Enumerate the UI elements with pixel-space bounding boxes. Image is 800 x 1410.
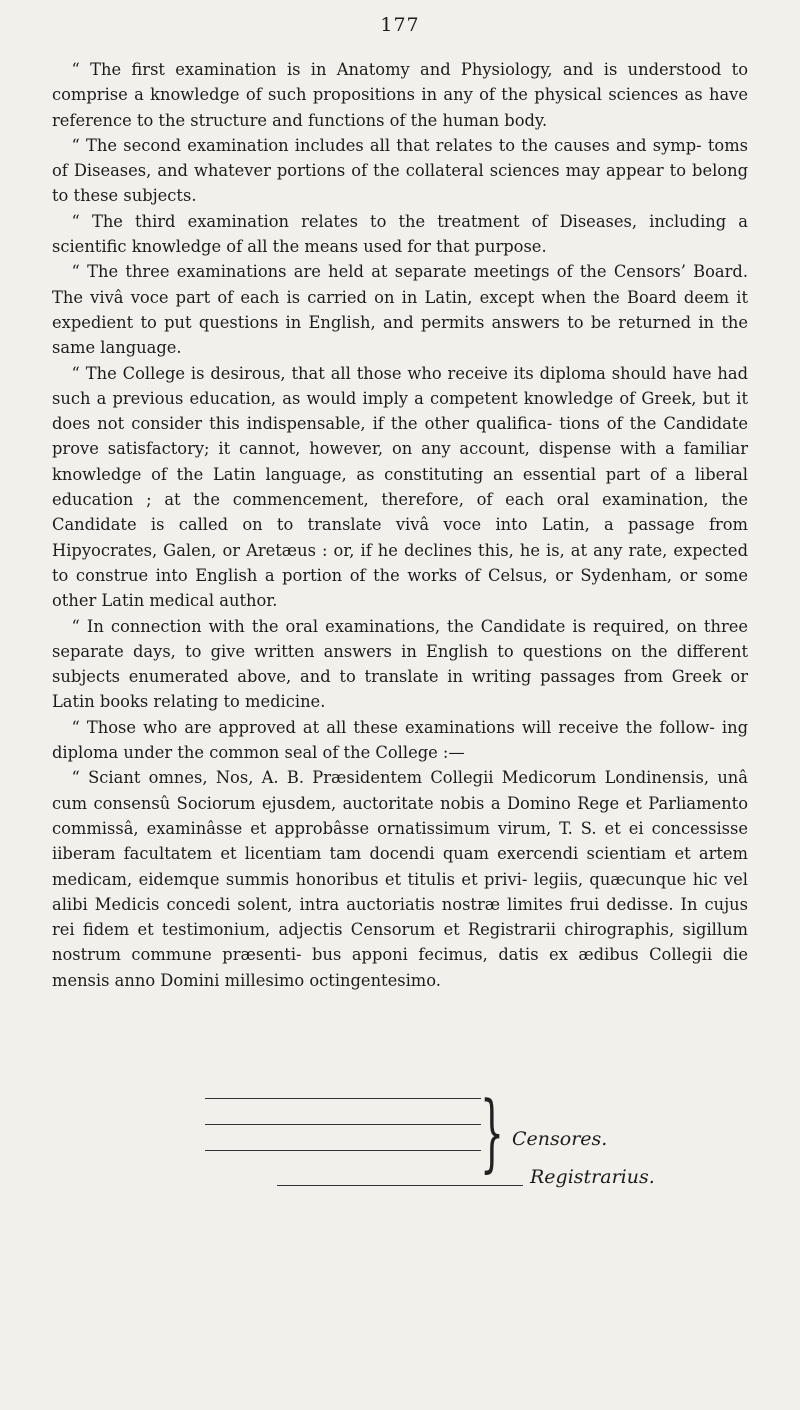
registrarius-label: Registrarius. xyxy=(530,1166,655,1188)
registrar-signature-line xyxy=(277,1185,523,1186)
signature-block xyxy=(0,1083,800,1390)
censor-signature-line xyxy=(205,1150,481,1151)
censores-label: Censores. xyxy=(512,1128,608,1150)
page-number: 177 xyxy=(380,14,420,36)
paragraph-examination-meetings: “ The three examinations are held at separate meetings of the Censors’ Board. The vivâ voce part of each is carried on in Latin, except when the Board deem it expedient to put questions in English, and permits answers to be returned in the same language. xyxy=(52,262,748,358)
right-brace-icon: } xyxy=(480,1083,505,1181)
paragraph-previous-education: “ The College is desirous, that all those who receive its diploma should have had such a previous education, as would imply a competent knowledge of Greek, but it does not consider this indispensable, if the other qualifica- tions of the Candidate prove satisfactory; it cannot, however, on any account, dispense with a familiar knowledge of the Latin language, as constituting an essential part of a liberal education ; at the commencement, therefore, of each oral examination, the Candidate is called on to translate vivâ voce into Latin, a passage from Hipyocrates, Galen, or Aretæus : or, if he declines this, he is, at any rate, expected to construe into English a portion of the works of Celsus, or Sydenham, or some other Latin medical author. xyxy=(52,363,748,611)
paragraph-written-answers: “ In connection with the oral examinations, the Candidate is required, on three separate days, to give written answers in English to questions on the different subjects enumerated above, and to translate in writing passages from Greek or Latin books relating to medicine. xyxy=(52,616,748,712)
paragraph-diploma-intro: “ Those who are approved at all these examinations will receive the follow- ing diploma under the common seal of the College :— xyxy=(52,717,748,763)
paragraph-second-examination: “ The second examination includes all that relates to the causes and symp- toms of Diseases, and whatever portions of the collateral sciences may appear to belong to these subjects. xyxy=(52,135,748,206)
body-text xyxy=(52,57,748,993)
censor-signature-line xyxy=(205,1098,481,1099)
censor-signature-line xyxy=(205,1124,481,1125)
paragraph-diploma-latin: “ Sciant omnes, Nos, A. B. Præsidentem Collegii Medicorum Londinensis, unâ cum consensû Sociorum ejusdem, auctoritate nobis a Domino Rege et Parliamento commissâ, examinâsse et approbâsse ornatissimum virum, T. S. et ei concessisse iiberam facultatem et licentiam tam docendi quam exercendi scientiam et artem medicam, eidemque summis honoribus et titulis et privi- legiis, quæcunque hic vel alibi Medicis concedi solent, intra auctoriatis nostræ limites frui dedisse. In cujus rei fidem et testimonium, adjectis Censorum et Registrarii chirographis, sigillum nostrum commune præsenti- bus apponi fecimus, datis ex ædibus Collegii die mensis anno Domini millesimo octingentesimo. xyxy=(52,768,748,990)
paragraph-third-examination: “ The third examination relates to the treatment of Diseases, including a scientific knowledge of all the means used for that purpose. xyxy=(52,211,748,257)
paragraph-first-examination: “ The first examination is in Anatomy and Physiology, and is understood to comprise a knowledge of such propositions in any of the physical sciences as have reference to the structure and functions of the human body. xyxy=(52,60,748,130)
